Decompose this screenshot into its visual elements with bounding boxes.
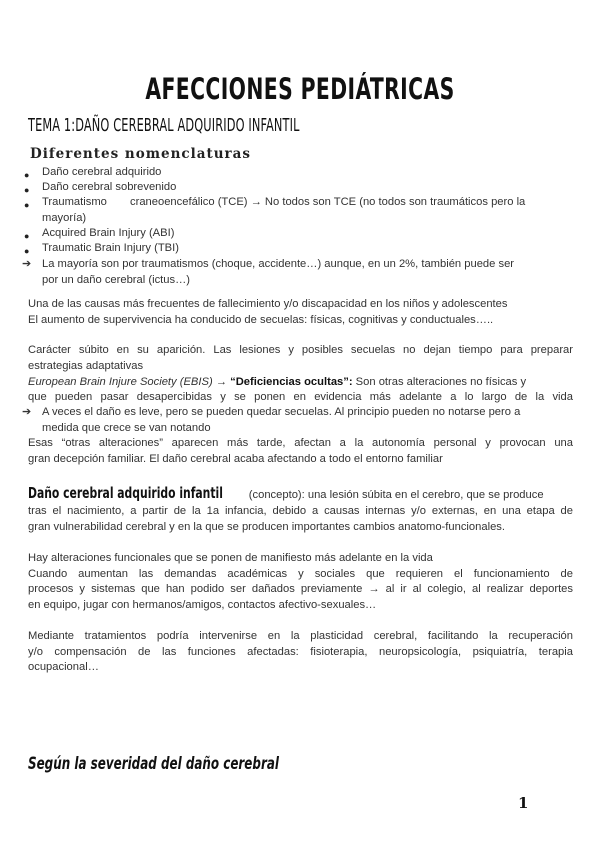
text-line: ocupacional… xyxy=(28,661,99,673)
text-line xyxy=(28,486,573,504)
concept-term: Daño cerebral adquirido infantil xyxy=(28,484,223,502)
text-line: Una de las causas más frecuentes de fallecimiento y/o discapacidad en los niños y adolescentes xyxy=(28,298,508,310)
text-line: El aumento de supervivencia ha conducido de secuelas: físicas, cognitivas y conductuales….. xyxy=(28,314,494,326)
page-number: 1 xyxy=(518,794,529,812)
text-line: Esas “otras alteraciones” aparecen más tarde, afectan a la autonomía personal y provocan una xyxy=(28,437,573,449)
text-line: y/o compensación de las funciones afectadas: fisioterapia, neuropsicología, psiquiatría, terapia xyxy=(28,646,573,658)
text-line: Carácter súbito en su aparición. Las lesiones y posibles secuelas no dejan tiempo para preparar xyxy=(28,344,573,356)
arrow-icon: → xyxy=(215,376,227,388)
text-line xyxy=(28,375,573,391)
deficiencias-ocultas: “Deficiencias ocultas”: xyxy=(230,376,353,388)
list-item: Traumatic Brain Injury (TBI) xyxy=(42,242,179,254)
section-heading-severidad: Según la severidad del daño cerebral xyxy=(28,754,279,774)
text-line: gran decepción familiar. El daño cerebral acaba afectando a todo el entorno familiar xyxy=(28,453,443,465)
list-item: Daño cerebral sobrevenido xyxy=(42,181,177,193)
arrow-icon: ➔ xyxy=(22,406,32,418)
list-item: Acquired Brain Injury (ABI) xyxy=(42,227,175,239)
text-line: procesos y sistemas que han podido ser dañados previamente → al ir al colegio, al realizar deportes xyxy=(28,583,573,595)
text-fragment: (concepto): una lesión súbita en el cerebro, que se produce xyxy=(245,489,544,501)
bullet-icon: ● xyxy=(24,200,30,210)
text-line: estrategias adaptativas xyxy=(28,360,144,372)
text-line: en equipo, jugar con hermanos/amigos, contactos afectivo-sexuales… xyxy=(28,599,377,611)
list-item: La mayoría son por traumatismos (choque, accidente…) aunque, en un 2%, también puede ser xyxy=(42,258,515,270)
list-item-continuation: medida que crece se van notando xyxy=(42,422,211,434)
list-item: A veces el daño es leve, pero se pueden quedar secuelas. Al principio pueden no notarse pero a xyxy=(42,406,521,418)
page-title: AFECCIONES PEDIÁTRICAS xyxy=(145,72,455,106)
bullet-icon: ● xyxy=(24,185,30,195)
text-fragment: Son otras alteraciones no físicas y xyxy=(352,376,527,388)
text-line: que pueden pasar desapercibidas y se ponen en evidencia más adelante a lo largo de la vida xyxy=(28,391,573,403)
bullet-icon: ● xyxy=(24,246,30,256)
topic-heading: TEMA 1:DAÑO CEREBRAL ADQUIRIDO INFANTIL xyxy=(28,116,300,136)
arrow-icon: ➔ xyxy=(22,258,32,270)
nomenclaturas-heading: Diferentes nomenclaturas xyxy=(30,146,251,162)
list-item: Daño cerebral adquirido xyxy=(42,166,162,178)
text-line: tras el nacimiento, a partir de la 1a infancia, debido a causas internas y/o externas, en una etapa de xyxy=(28,505,573,517)
ebis-name: European Brain Injure Society (EBIS) xyxy=(28,376,213,388)
bullet-icon: ● xyxy=(24,231,30,241)
list-item-continuation: craneoencefálico (TCE) → No todos son TCE (no todos son traumáticos pero la xyxy=(130,196,526,208)
text-line: Hay alteraciones funcionales que se ponen de manifiesto más adelante en la vida xyxy=(28,552,433,564)
text-line: Mediante tratamientos podría intervenirse en la plasticidad cerebral, facilitando la recuperación xyxy=(28,630,573,642)
bullet-icon: ● xyxy=(24,170,30,180)
text-line: gran vulnerabilidad cerebral y en la que se producen importantes cambios anatomo-funcionales. xyxy=(28,521,505,533)
text-line: Cuando aumentan las demandas académicas y sociales que requieren el funcionamiento de xyxy=(28,568,573,580)
list-item: Traumatismo xyxy=(42,196,107,208)
list-item-continuation: mayoría) xyxy=(42,212,87,224)
list-item-continuation: por un daño cerebral (ictus…) xyxy=(42,274,190,286)
